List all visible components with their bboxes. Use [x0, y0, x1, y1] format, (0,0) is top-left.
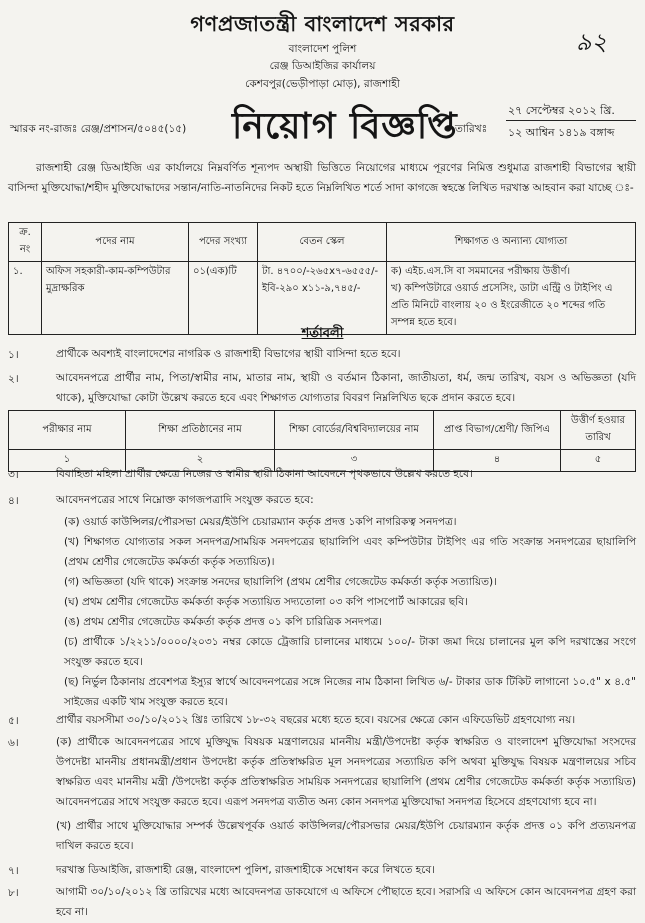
col-post: পদের নাম: [42, 223, 189, 262]
condition-number: ৮।: [8, 887, 19, 899]
condition-4-uma: (ঙ) প্রথম শ্রেণীর গেজেটেড কর্মকর্তা কর্তৃক প্রদত্ত ০১ কপি চারিত্রিক সনদপত্র।: [64, 616, 383, 628]
col-pass-date: উত্তীর্ণ হওয়ার তারিখ: [561, 411, 636, 450]
condition-number: ১।: [8, 349, 19, 361]
condition-4-ga: (গ) অভিজ্ঞতা (যদি থাকে) সংক্রান্ত সনদের ছায়ালিপি (প্রথম শ্রেণীর গেজেটেড কর্মকর্তা কর্তৃক সত্যায়িত)।: [64, 576, 497, 588]
condition-5: প্রার্থীর বয়সসীমা ৩০/১০/২০১২ খ্রিঃ তারিখে ১৮-৩২ বছরের মধ্যে হতে হবে। বয়সের ক্ষেত্রে কোন এফিডেভিট গ্রহণযোগ্য নয়।: [56, 714, 576, 726]
conditions-title: শর্তাবলী: [301, 326, 344, 341]
handwritten-mark: ৯২: [575, 28, 607, 56]
col-count: পদের সংখ্যা: [189, 223, 258, 262]
col-scale: বেতন স্কেল: [258, 223, 387, 262]
date-bangla: ১২ আশ্বিন ১৪১৯ বঙ্গাব্দ: [508, 126, 615, 139]
col-institution: শিক্ষা প্রতিষ্ঠানের নাম: [126, 411, 275, 450]
government-title: গণপ্রজাতন্ত্রী বাংলাদেশ সরকার: [190, 12, 455, 36]
col-serial: ক্র. নং: [9, 223, 42, 262]
qualification-a: ক) এইচ.এস.সি বা সমমানের পরীক্ষায় উত্তীর্ণ।: [391, 266, 571, 277]
col-division: প্রাপ্ত বিভাগ/শ্রেণী/ জিপিএ: [434, 411, 561, 450]
condition-6-ka: (ক) প্রার্থীকে আবেদনপত্রের সাথে মুক্তিযুদ্ধ বিষয়ক মন্ত্রণালয়ের মাননীয় মন্ত্রী/উপদেষ্টা কর্তৃক স্বাক্ষরিত ও বাংলাদেশ মুক্তিযোদ্ধা সংসদের উপদেষ্টা মাননীয় প্রধানমন্ত্রী/প্রধান উপদেষ্টা কর্তৃক প্রতিস্বাক্ষরিত মূল সনদপত্রের সত্যায়িত কপি অথবা মুক্তিযুদ্ধ বিষয়ক মন্ত্রণালয়ের সচিব স্বাক্ষরিত এবং মাননীয় মন্ত্রী /উপদেষ্টা কর্তৃক প্রতিস্বাক্ষরিত সাময়িক সনদপত্রের ছায়ালিপি (প্রথম শ্রেণীর গেজেটেড কর্মকর্তা কর্তৃক সত্যায়িত) আবেদনপত্রের সাথে সংযুক্ত করতে হবে। এরূপ সনদপত্র ব্যতীত অন্য কোন সনদপত্র মুক্তিযোদ্ধা সনদপত্র হিসেবে গ্রহণযোগ্য হবে না।: [56, 736, 636, 808]
condition-number: ২।: [8, 373, 19, 385]
notice-title: নিয়োগ বিজ্ঞপ্তি: [232, 105, 458, 147]
condition-4-chha: (ছ) নির্ভুল ঠিকানায় প্রবেশপত্র ইস্যুর স্বার্থে আবেদনপত্রের সঙ্গে নিজের নাম ঠিকানা লিখিত ৬/- টাকার ডাক টিকিট লাগানো ১০.৫" x ৪.৫" সাইজের একটি খাম সংযুক্ত করতে হবে।: [64, 676, 637, 708]
date-label: তারিখঃ: [455, 123, 488, 135]
office-line: রেঞ্জ ডিআইজির কার্যালয়: [269, 60, 376, 72]
condition-number: ৭।: [8, 865, 19, 877]
cell-scale: টা. ৪৭০০/-২৬৫x৭-৬৫৫৫/-ইবি-২৯০ x১১-৯,৭৪৫/-: [258, 262, 387, 335]
condition-3: বিবাহিতা মহিলা প্রার্থীর ক্ষেত্রে নিজের ও স্বামীর স্থায়ী ঠিকানা আবেদনে পৃথকভাবে উল্লেখ করতে হবে।: [56, 468, 473, 480]
memo-number: স্মারক নং-রাজঃ রেঞ্জ/প্রশাসন/৫০৪৫(১৫): [10, 123, 187, 135]
condition-8: আগামী ৩০/১০/২০১২ খ্রি তারিখের মধ্যে আবেদনপত্র ডাকযোগে এ অফিসে পৌছাতে হবে। সরাসরি এ অফিসে কোন আবেদনপত্র গ্রহণ করা হবে না।: [56, 886, 636, 918]
date-english: ২৭ সেপ্টেম্বর ২০১২ খ্রি.: [508, 104, 615, 117]
address-line: কেশবপুর(ভেড়ীপাড়া মোড়), রাজশাহী: [245, 78, 400, 90]
condition-number: ৪।: [8, 495, 19, 507]
condition-number: ৫।: [8, 715, 19, 727]
condition-1: প্রার্থীকে অবশ্যই বাংলাদেশের নাগরিক ও রাজশাহী বিভাগের স্থায়ী বাসিন্দা হতে হবে।: [56, 348, 401, 360]
police-line: বাংলাদেশ পুলিশ: [288, 43, 357, 55]
cell-pass-date: ৫: [561, 450, 636, 472]
date-divider: [506, 120, 636, 121]
condition-4-kha: (খ) শিক্ষাগত যোগ্যতার সকল সনদপত্র/সাময়িক সনদপত্রের ছায়ালিপি এবং কম্পিউটার টাইপিং এর গতি সংক্রান্ত সনদপত্রের ছায়ালিপি (প্রথম শ্রেণীর গেজেটেড কর্মকর্তা কর্তৃক সত্যায়িত)।: [64, 536, 636, 568]
cell-count: ০১(এক)টি: [189, 262, 258, 335]
condition-number: ৩।: [8, 469, 19, 481]
cell-serial: ১.: [9, 262, 42, 335]
condition-7: দরখাস্ত ডিআইজি, রাজশাহী রেঞ্জ, বাংলাদেশ পুলিশ, রাজশাহীকে সম্বোধন করে লিখতে হবে।: [56, 864, 435, 876]
cell-exam: ১: [9, 450, 126, 472]
intro-paragraph: রাজশাহী রেঞ্জ ডিআইজি এর কার্যালয়ে নিম্নবর্ণিত শূন্যপদ অস্থায়ী ভিত্তিতে নিয়োগের মাধ্যমে পূরণের নিমিত্ত শুধুমাত্র রাজশাহী বিভাগের স্থায়ী বাসিন্দা মুক্তিযোদ্ধা/শহীদ মুক্তিযোদ্ধাদের সন্তান/নাতি-নাতনিদের নিকট হতে নিম্নলিখিত শর্তে সাদা কাগজে স্বহস্তে লিখিত দরখাস্ত আহবান করা যাচ্ছে ঃ-: [8, 162, 636, 194]
condition-4-cha: (চ) প্রার্থীকে ১/২২১১/০০০০/২০৩১ নম্বর কোডে ট্রেজারি চালানের মাধ্যমে ১০০/- টাকা জমা দিয়ে চালানের মুল কপি দরখাস্তের সংগে সংযুক্ত করতে হবে।: [64, 636, 636, 668]
condition-4: আবেদনপত্রের সাথে নিম্নোক্ত কাগজপত্রাদি সংযুক্ত করতে হবে:: [56, 494, 314, 506]
cell-division: ৪: [434, 450, 561, 472]
cell-board: ৩: [275, 450, 434, 472]
cell-institution: ২: [126, 450, 275, 472]
post-table-header: [9, 223, 636, 262]
col-board: শিক্ষা বোর্ডের/বিশ্ববিদ্যালয়ের নাম: [275, 411, 434, 450]
col-exam: পরীক্ষার নাম: [9, 411, 126, 450]
condition-6-kha: (খ) প্রার্থীর সাথে মুক্তিযোদ্ধার সম্পর্ক উল্লেখপূর্বক ওয়ার্ড কাউন্সিলর/পৌরসভার মেয়র/ইউপি চেয়ারম্যান কর্তৃক প্রদত্ত ০১ কপি প্রত্যয়নপত্র দাখিল করতে হবে।: [56, 820, 636, 852]
condition-2: আবেদনপত্রে প্রার্থীর নাম, পিতা/স্বামীর নাম, মাতার নাম, স্থায়ী ও বর্তমান ঠিকানা, জাতীয়তা, ধর্ম, জন্ম তারিখ, বয়স ও অভিজ্ঞতা (যদি থাকে), মুক্তিযোদ্ধা কোটা উল্লেখ করতে হবে এবং শিক্ষাগত যোগ্যতার বিবরণ নিম্নলিখিত ছকে প্রদান করতে হবে।: [56, 372, 636, 404]
col-qualification: শিক্ষাগত ও অন্যান্য যোগ্যতা: [387, 223, 636, 262]
condition-4-gha: (ঘ) প্রথম শ্রেণীর গেজেটেড কর্মকর্তা কর্তৃক সত্যায়িত সদ্যতোলা ০৩ কপি পাসপোর্ট আকারের ছবি।: [64, 596, 468, 608]
education-table-header: [9, 411, 636, 450]
cell-post: অফিস সহকারী-কাম-কম্পিউটার মুদ্রাক্ষরিক: [42, 262, 189, 335]
post-table: [8, 222, 636, 335]
condition-number: ৬।: [8, 737, 19, 749]
condition-4-ka: (ক) ওয়ার্ড কাউন্সিলর/পৌরসভা মেয়র/ইউপি চেয়ারম্যান কর্তৃক প্রদত্ত ১কপি নাগরিকত্ব সনদপত্র।: [64, 516, 457, 528]
qualification-b: খ) কম্পিউটারে ওয়ার্ড প্রসেসিং, ডাটা এন্ট্রি ও টাইপিং এ প্রতি মিনিটে বাংলায় ২০ ও ইংরেজীতে ২০ শব্দের গতি সম্পন্ন হতে হবে।: [391, 283, 613, 328]
education-table: [8, 410, 636, 472]
